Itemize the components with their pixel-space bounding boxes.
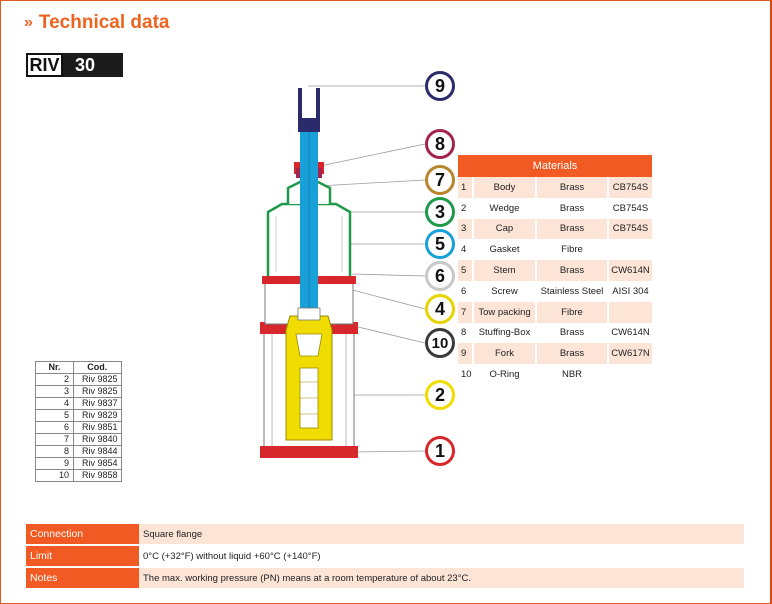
codes-cell-nr: 6 xyxy=(36,422,74,434)
codes-cell-nr: 10 xyxy=(36,470,74,482)
materials-row xyxy=(458,281,652,302)
materials-cell-material: Brass xyxy=(535,323,607,344)
codes-row xyxy=(36,446,122,458)
callout-4 xyxy=(425,294,455,324)
codes-table xyxy=(35,361,122,482)
spec-label: Connection xyxy=(26,524,139,544)
callout-1 xyxy=(425,436,455,466)
callout-label: 2 xyxy=(434,384,445,405)
materials-cell-part: Stuffing-Box xyxy=(472,323,535,344)
codes-cell-cod: Riv 9825 xyxy=(74,374,122,386)
materials-cell-part: Body xyxy=(472,177,535,198)
codes-cell-nr: 2 xyxy=(36,374,74,386)
materials-cell-material: NBR xyxy=(535,364,607,385)
materials-row xyxy=(458,260,652,281)
materials-row xyxy=(458,219,652,240)
callout-3 xyxy=(425,197,455,227)
chevron-icon: » xyxy=(24,14,31,31)
materials-cell-nr: 10 xyxy=(461,369,472,381)
model-number: 30 xyxy=(63,53,123,77)
spec-row-limit xyxy=(26,546,744,566)
materials-cell-part: Wedge xyxy=(472,198,535,219)
codes-row xyxy=(36,422,122,434)
codes-cell-nr: 8 xyxy=(36,446,74,458)
materials-cell-material: Brass xyxy=(535,260,607,281)
spec-label: Notes xyxy=(26,568,139,588)
callout-label: 8 xyxy=(434,133,445,154)
materials-cell-material: Fibre xyxy=(535,302,607,323)
callout-label: 1 xyxy=(434,440,445,461)
spec-label: Limit xyxy=(26,546,139,566)
materials-row xyxy=(458,343,652,364)
callout-label: 4 xyxy=(434,298,445,319)
codes-row xyxy=(36,398,122,410)
materials-cell-part: Stem xyxy=(472,260,535,281)
materials-cell-part: O-Ring xyxy=(472,364,535,385)
codes-cell-cod: Riv 9851 xyxy=(74,422,122,434)
callout-5 xyxy=(425,229,455,259)
body-flange-bottom xyxy=(260,446,358,458)
materials-cell-part: Cap xyxy=(472,219,535,240)
spec-value: Square flange xyxy=(139,524,744,544)
materials-cell-part: Gasket xyxy=(472,239,535,260)
codes-cell-cod: Riv 9840 xyxy=(74,434,122,446)
materials-cell-code: CB754S xyxy=(607,219,652,240)
callout-label: 7 xyxy=(434,169,445,190)
materials-cell-nr: 9 xyxy=(461,348,467,360)
callout-label: 10 xyxy=(431,334,449,352)
materials-row xyxy=(458,323,652,344)
materials-cell-nr: 4 xyxy=(461,244,467,256)
materials-cell-code: CW617N xyxy=(607,343,652,364)
materials-cell-code xyxy=(607,364,652,385)
materials-row xyxy=(458,302,652,323)
materials-row xyxy=(458,239,652,260)
callout-10 xyxy=(425,328,455,358)
callout-6 xyxy=(425,261,455,291)
materials-cell-part: Screw xyxy=(472,281,535,302)
materials-cell-code: CW614N xyxy=(607,260,652,281)
materials-row xyxy=(458,198,652,219)
materials-cell-code: CW614N xyxy=(607,323,652,344)
spec-row-connection xyxy=(26,524,744,544)
codes-cell-cod: Riv 9825 xyxy=(74,386,122,398)
materials-cell-material: Brass xyxy=(535,219,607,240)
codes-row xyxy=(36,434,122,446)
codes-header-cod: Cod. xyxy=(74,362,122,374)
codes-cell-nr: 9 xyxy=(36,458,74,470)
codes-row xyxy=(36,374,122,386)
codes-row xyxy=(36,470,122,482)
materials-row xyxy=(458,364,652,385)
specs-table xyxy=(26,524,744,590)
materials-cell-material: Brass xyxy=(535,177,607,198)
materials-cell-nr: 2 xyxy=(461,202,467,214)
callout-label: 3 xyxy=(434,201,445,222)
callout-label: 9 xyxy=(434,75,445,96)
materials-cell-material: Brass xyxy=(535,343,607,364)
screw xyxy=(298,308,320,320)
materials-cell-nr: 3 xyxy=(461,223,467,235)
spec-row-notes xyxy=(26,568,744,588)
codes-row xyxy=(36,410,122,422)
codes-cell-nr: 3 xyxy=(36,386,74,398)
materials-cell-part: Tow packing xyxy=(472,302,535,323)
callout-label: 6 xyxy=(434,265,445,286)
model-prefix: RIV xyxy=(26,53,63,77)
codes-header-row xyxy=(36,362,122,374)
materials-cell-nr: 8 xyxy=(461,327,467,339)
codes-cell-cod: Riv 9854 xyxy=(74,458,122,470)
codes-cell-nr: 5 xyxy=(36,410,74,422)
materials-cell-nr: 6 xyxy=(461,285,467,297)
fork xyxy=(298,88,320,132)
materials-cell-code: AISI 304 xyxy=(607,281,652,302)
materials-cell-nr: 1 xyxy=(461,181,467,193)
codes-cell-cod: Riv 9829 xyxy=(74,410,122,422)
codes-cell-cod: Riv 9837 xyxy=(74,398,122,410)
materials-title: Materials xyxy=(458,155,652,177)
materials-cell-code: CB754S xyxy=(607,177,652,198)
callout-2 xyxy=(425,380,455,410)
materials-cell-nr: 5 xyxy=(461,265,467,277)
materials-cell-code xyxy=(607,239,652,260)
codes-cell-nr: 4 xyxy=(36,398,74,410)
codes-header-nr: Nr. xyxy=(36,362,74,374)
materials-table xyxy=(458,155,652,385)
codes-cell-cod: Riv 9844 xyxy=(74,446,122,458)
materials-cell-material: Brass xyxy=(535,198,607,219)
codes-row xyxy=(36,458,122,470)
codes-cell-cod: Riv 9858 xyxy=(74,470,122,482)
materials-cell-code: CB754S xyxy=(607,198,652,219)
spec-value: The max. working pressure (PN) means at a room temperature of about 23°C. xyxy=(139,568,744,588)
callout-7 xyxy=(425,165,455,195)
materials-cell-part: Fork xyxy=(472,343,535,364)
codes-cell-nr: 7 xyxy=(36,434,74,446)
codes-row xyxy=(36,386,122,398)
callout-8 xyxy=(425,129,455,159)
materials-row xyxy=(458,177,652,198)
materials-cell-material: Fibre xyxy=(535,239,607,260)
materials-cell-material: Stainless Steel xyxy=(535,281,607,302)
materials-cell-code xyxy=(607,302,652,323)
callout-label: 5 xyxy=(434,233,445,254)
page-title-text: Technical data xyxy=(38,12,170,33)
materials-cell-nr: 7 xyxy=(461,306,467,318)
callout-9 xyxy=(425,71,455,101)
spec-value: 0°C (+32°F) without liquid +60°C (+140°F) xyxy=(143,550,321,562)
